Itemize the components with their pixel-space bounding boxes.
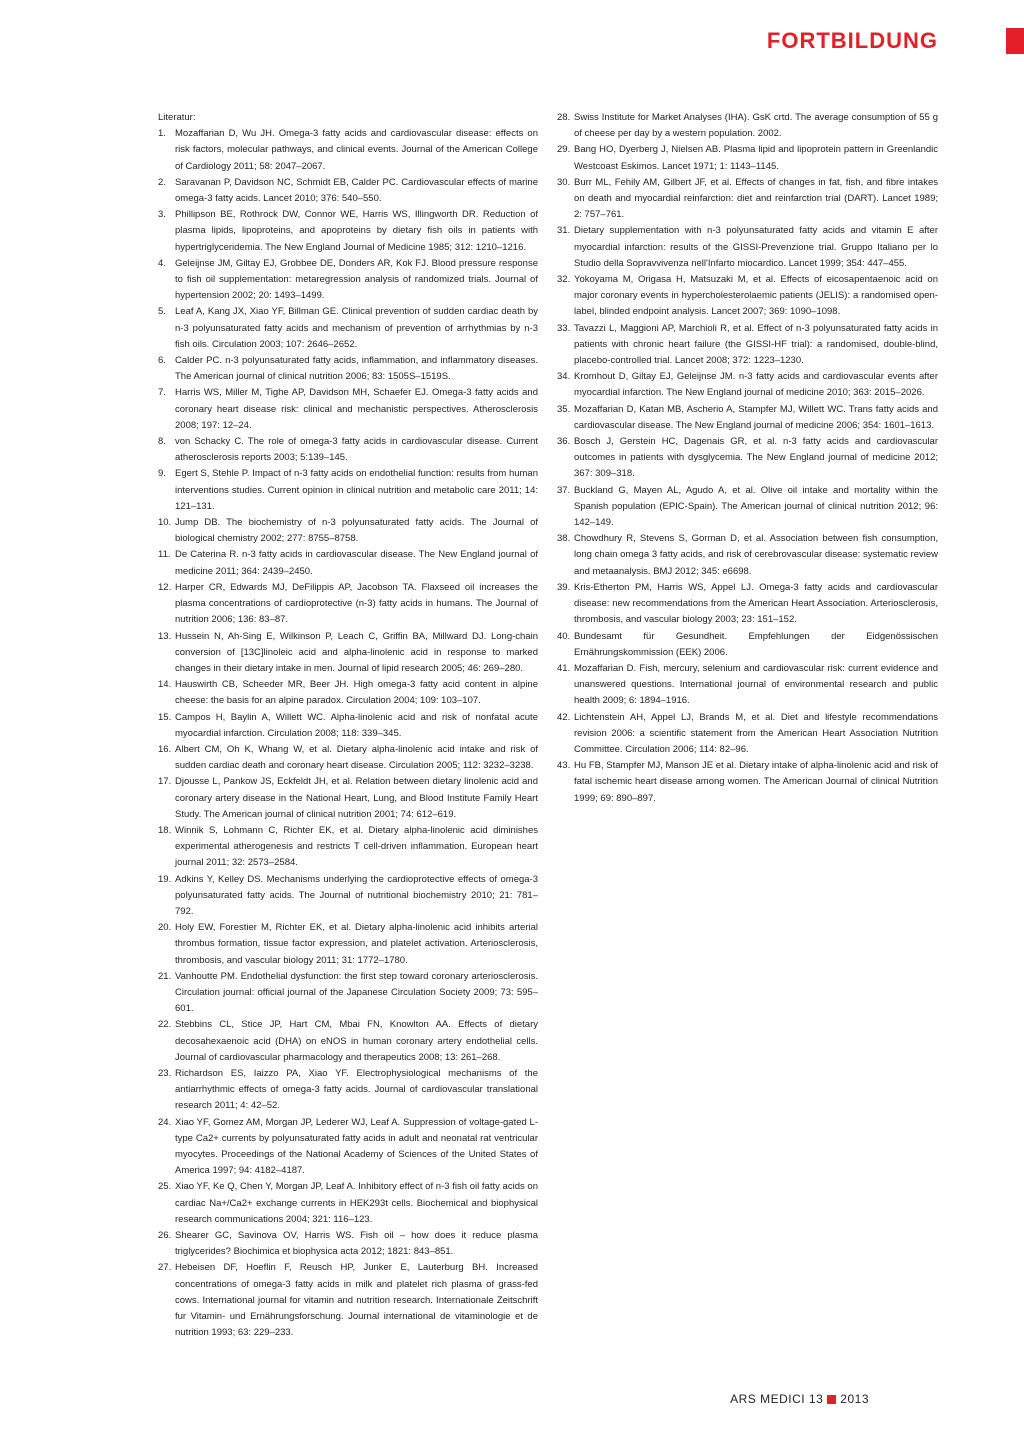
reference-number: 31. (557, 225, 571, 237)
reference-item (158, 1260, 538, 1341)
reference-text: Albert CM, Oh K, Whang W, et al. Dietary alpha-linolenic acid intake and risk of sudden cardiac death and coronary heart disease. Circulation 2005; 112: 3232–3238. (175, 743, 538, 772)
reference-item (557, 580, 938, 629)
reference-text: Bundesamt für Gesundheit. Empfehlungen der Eidgenössischen Ernährungskommission (EEK) 2006. (574, 630, 938, 658)
reference-item (158, 353, 538, 385)
reference-number: 38. (557, 533, 571, 545)
reference-text: De Caterina R. n-3 fatty acids in cardiovascular disease. The New England journal of medicine 2011; 364: 2439–2450. (175, 549, 538, 577)
reference-item (158, 872, 538, 921)
reference-text: Adkins Y, Kelley DS. Mechanisms underlying the cardioprotective effects of omega-3 polyunsaturated fatty acids. The Journal of nutritional biochemistry 2010; 21: 781–792. (175, 873, 538, 917)
reference-text: Tavazzi L, Maggioni AP, Marchioli R, et al. Effect of n-3 polyunsaturated fatty acids in patients with chronic heart failure (the GISSI-HF trial): a randomised, double-blind, placebo-controlled trial. Lancet 2008; 372: 1223–1230. (574, 322, 938, 367)
reference-text: Bosch J, Gerstein HC, Dagenais GR, et al. n-3 fatty acids and cardiovascular outcomes in patients with dysglycemia. The New England journal of medicine 2012; 367: 309–318. (574, 436, 938, 480)
reference-number: 9. (158, 468, 166, 480)
reference-item (158, 207, 538, 256)
reference-item (158, 1066, 538, 1115)
reference-list-left (158, 126, 538, 1341)
reference-text: Hussein N, Ah-Sing E, Wilkinson P, Leach C, Griffin BA, Millward DJ. Long-chain conversion of [13C]linoleic acid and alpha-linolenic acid in response to marked changes in their dietary intake in men. Journal of lipid research 2005; 46: 269–280. (175, 630, 538, 674)
reference-item (158, 434, 538, 466)
reference-text: Lichtenstein AH, Appel LJ, Brands M, et al. Diet and lifestyle recommendations revision 2006: a scientific statement from the American Heart Association Nutrition Committee. Circulation 2006; 114: 82–96. (574, 711, 938, 755)
reference-number: 18. (158, 824, 172, 836)
reference-number: 6. (158, 355, 166, 367)
reference-item (158, 774, 538, 823)
reference-number: 35. (557, 403, 571, 415)
journal-name: ARS MEDICI 13 (730, 1392, 824, 1406)
issue-year: 2013 (840, 1392, 869, 1406)
reference-item (158, 710, 538, 742)
reference-number: 32. (557, 274, 571, 286)
reference-number: 28. (557, 112, 571, 123)
reference-number: 10. (158, 517, 172, 529)
reference-text: Burr ML, Fehily AM, Gilbert JF, et al. Effects of changes in fat, fish, and fibre intakes on death and myocardial reinfarction: diet and reinfarction trial (DART). Lancet 1989; 2: 757–761. (574, 176, 938, 221)
reference-item (158, 920, 538, 969)
reference-text: Djousse L, Pankow JS, Eckfeldt JH, et al. Relation between dietary linolenic acid and coronary artery disease in the National Heart, Lung, and Blood Institute Family Heart Study. The American journal of clinical nutrition 2001; 74: 612–619. (175, 776, 538, 820)
reference-text: Hebeisen DF, Hoeflin F, Reusch HP, Junker E, Lauterburg BH. Increased concentrations of omega-3 fatty acids in milk and platelet rich plasma of grass-fed cows. International journal for vitamin and nutrition research. Internationale Zeitschrift fur Vitamin- und Ernährungsforschung. Journal international de vitaminologie et de nutrition 1993; 63: 229–233. (175, 1262, 538, 1339)
reference-item (158, 515, 538, 547)
references-column-right (557, 110, 938, 807)
reference-text: Winnik S, Lohmann C, Richter EK, et al. Dietary alpha-linolenic acid diminishes experimental atherogenesis and restricts T cell-driven inflammation. European heart journal 2011; 32: 2573–2584. (175, 824, 538, 869)
reference-number: 26. (158, 1230, 172, 1242)
reference-item (158, 175, 538, 207)
reference-number: 13. (158, 630, 172, 642)
reference-text: Holy EW, Forestier M, Richter EK, et al. Dietary alpha-linolenic acid inhibits arterial thrombus formation, tissue factor expression, and platelet activation. Arteriosclerosis, thrombosis, and vascular biology 2011; 31: 1772–1780. (175, 922, 538, 966)
reference-item (557, 710, 938, 759)
page-footer (730, 1392, 869, 1406)
reference-item (557, 223, 938, 272)
reference-text: Xiao YF, Ke Q, Chen Y, Morgan JP, Leaf A. Inhibitory effect of n-3 fish oil fatty acids on cardiac Na+/Ca2+ exchange currents in HEK293t cells. Biochemical and biophysical research communications 2004; 321: 116–123. (175, 1181, 538, 1225)
reference-text: Shearer GC, Savinova OV, Harris WS. Fish oil – how does it reduce plasma triglycerides? Biochimica et biophysica acta 2012; 1821: 843–851. (175, 1230, 538, 1258)
section-marker (1006, 28, 1024, 54)
reference-text: Mozaffarian D, Wu JH. Omega-3 fatty acids and cardiovascular disease: effects on risk factors, molecular pathways, and clinical events. Journal of the American College of Cardiology 2011; 58: 2047–2067. (175, 128, 538, 172)
reference-number: 40. (557, 630, 571, 642)
reference-number: 37. (557, 484, 571, 496)
reference-text: Campos H, Baylin A, Willett WC. Alpha-linolenic acid and risk of nonfatal acute myocardial infarction. Circulation 2008; 118: 339–345. (175, 711, 538, 739)
reference-item (158, 1228, 538, 1260)
reference-item (158, 256, 538, 305)
reference-text: Jump DB. The biochemistry of n-3 polyunsaturated fatty acids. The Journal of biological chemistry 2002; 277: 8755–8758. (175, 517, 538, 545)
reference-text: Xiao YF, Gomez AM, Morgan JP, Lederer WJ, Leaf A. Suppression of voltage-gated L-type Ca2+ currents by polyunsaturated fatty acids in adult and neonatal rat ventricular myocytes. Proceedings of the National Academy of Sciences of the United States of America 1997; 94: 4182–4187. (175, 1116, 538, 1177)
reference-text: Vanhoutte PM. Endothelial dysfunction: the first step toward coronary arteriosclerosis. Circulation journal: official journal of the Japanese Circulation Society 2009; 73: 595–601. (175, 970, 538, 1015)
reference-item (557, 629, 938, 661)
reference-item (158, 677, 538, 709)
reference-item (557, 110, 938, 142)
reference-number: 8. (158, 436, 166, 448)
reference-number: 21. (158, 970, 172, 982)
reference-item (158, 1179, 538, 1228)
reference-text: Calder PC. n-3 polyunsaturated fatty acids, inflammation, and inflammatory diseases. The American journal of clinical nutrition 2006; 83: 1505S–1519S. (175, 355, 538, 383)
reference-number: 20. (158, 922, 172, 934)
reference-number: 42. (557, 711, 571, 723)
reference-text: Kromhout D, Giltay EJ, Geleijnse JM. n-3 fatty acids and cardiovascular events after myocardial infarction. The New England journal of medicine 2010; 363: 2015–2026. (574, 371, 938, 399)
references-column-left (158, 110, 538, 1341)
reference-number: 7. (158, 387, 166, 399)
reference-item (557, 402, 938, 434)
reference-item (158, 304, 538, 353)
reference-number: 3. (158, 209, 166, 221)
reference-number: 17. (158, 776, 172, 788)
reference-number: 19. (158, 873, 172, 885)
reference-item (158, 126, 538, 175)
reference-item (557, 321, 938, 370)
section-title: FORTBILDUNG (766, 28, 938, 53)
reference-number: 11. (158, 549, 171, 561)
literature-heading: Literatur: (158, 112, 196, 123)
reference-text: Buckland G, Mayen AL, Agudo A, et al. Olive oil intake and mortality within the Spanish population (EPIC-Spain). The American journal of clinical nutrition 2012; 96: 142–149. (574, 484, 938, 529)
reference-text: Phillipson BE, Rothrock DW, Connor WE, Harris WS, Illingworth DR. Reduction of plasma lipids, lipoproteins, and apoproteins by dietary fish oils in patients with hypertriglyceridemia. The New England Journal of Medicine 1985; 312: 1210–1216. (175, 209, 538, 253)
reference-number: 29. (557, 144, 571, 156)
reference-item (557, 531, 938, 580)
reference-text: Harper CR, Edwards MJ, DeFilippis AP, Jacobson TA. Flaxseed oil increases the plasma concentrations of cardioprotective (n-3) fatty acids in humans. The Journal of nutrition 2006; 136: 83–87. (175, 581, 538, 626)
reference-text: Leaf A, Kang JX, Xiao YF, Billman GE. Clinical prevention of sudden cardiac death by n-3 polyunsaturated fatty acids and mechanism of prevention of arrhythmias by n-3 fish oils. Circulation 2003; 107: 2646–2652. (175, 306, 538, 350)
reference-text: Hu FB, Stampfer MJ, Manson JE et al. Dietary intake of alpha-linolenic acid and risk of fatal ischemic heart disease among women. The American Journal of clinical Nutrition 1999; 69: 890–897. (574, 760, 938, 804)
reference-number: 36. (557, 436, 571, 448)
reference-text: Swiss Institute for Market Analyses (IHA). GsK crtd. The average consumption of 55 g of cheese per day by a western population. 2002. (574, 112, 938, 140)
reference-text: Kris-Etherton PM, Harris WS, Appel LJ. Omega-3 fatty acids and cardiovascular disease: new recommendations from the American Heart Association. Arteriosclerosis, thrombosis, and vascular biology 2003; 23: 151–152. (574, 581, 938, 626)
reference-text: von Schacky C. The role of omega-3 fatty acids in cardiovascular disease. Current atherosclerosis reports 2003; 5:139–145. (175, 436, 538, 464)
reference-number: 15. (158, 711, 172, 723)
reference-item (557, 142, 938, 174)
reference-text: Harris WS, Miller M, Tighe AP, Davidson MH, Schaefer EJ. Omega-3 fatty acids and coronary heart disease risk: clinical and mechanistic perspectives. Atherosclerosis 2008; 197: 12–24. (175, 387, 538, 431)
reference-number: 43. (557, 760, 571, 772)
reference-item (158, 1017, 538, 1066)
reference-item (557, 272, 938, 321)
reference-text: Dietary supplementation with n-3 polyunsaturated fatty acids and vitamin E after myocardial infarction: results of the GISSI-Prevenzione trial. Gruppo Italiano per lo Studio della Sopravvivenza nell'Infarto miocardico. Lancet 1999; 354: 447–455. (574, 225, 938, 269)
reference-item (557, 758, 938, 807)
reference-item (158, 385, 538, 434)
reference-item (158, 742, 538, 774)
separator-square (827, 1395, 836, 1404)
reference-text: Hauswirth CB, Scheeder MR, Beer JH. High omega-3 fatty acid content in alpine cheese: the basis for an alpine paradox. Circulation 2004; 109: 103–107. (175, 679, 538, 707)
reference-item (158, 1115, 538, 1180)
reference-number: 25. (158, 1181, 172, 1193)
reference-text: Chowdhury R, Stevens S, Gorman D, et al. Association between fish consumption, long chain omega 3 fatty acids, and risk of cerebrovascular disease: systematic review and metaanalysis. BMJ 2012; 345: e6698. (574, 533, 938, 577)
reference-item (158, 466, 538, 515)
reference-number: 22. (158, 1019, 172, 1031)
reference-text: Richardson ES, Iaizzo PA, Xiao YF. Electrophysiological mechanisms of the antiarrhythmic effects of omega-3 fatty acids. Journal of cardiovascular translational research 2011; 4: 42–52. (175, 1067, 538, 1112)
reference-number: 2. (158, 176, 166, 188)
reference-number: 24. (158, 1116, 172, 1128)
reference-text: Egert S, Stehle P. Impact of n-3 fatty acids on endothelial function: results from human interventions studies. Current opinion in clinical nutrition and metabolic care 2011; 14: 121–131. (175, 468, 538, 512)
reference-text: Mozaffarian D, Katan MB, Ascherio A, Stampfer MJ, Willett WC. Trans fatty acids and cardiovascular disease. The New England journal of medicine 2006; 354: 1601–1613. (574, 403, 938, 431)
reference-item (557, 483, 938, 532)
reference-item (158, 823, 538, 872)
reference-number: 34. (557, 371, 571, 383)
reference-number: 16. (158, 743, 172, 755)
reference-item (557, 661, 938, 710)
reference-number: 39. (557, 581, 571, 593)
reference-item (158, 580, 538, 629)
reference-item (158, 969, 538, 1018)
reference-number: 23. (158, 1067, 172, 1079)
reference-number: 4. (158, 257, 166, 269)
reference-number: 41. (557, 662, 571, 674)
reference-text: Bang HO, Dyerberg J, Nielsen AB. Plasma lipid and lipoprotein pattern in Greenlandic Westcoast Eskimos. Lancet 1971; 1: 1143–1145. (574, 144, 938, 172)
reference-text: Yokoyama M, Origasa H, Matsuzaki M, et al. Effects of eicosapentaenoic acid on major coronary events in hypercholesterolaemic patients (JELIS): a randomised open-label, blinded endpoint analysis. Lancet 2007; 369: 1090–1098. (574, 274, 938, 318)
reference-text: Geleijnse JM, Giltay EJ, Grobbee DE, Donders AR, Kok FJ. Blood pressure response to fish oil supplementation: metaregression analysis of randomized trials. Journal of hypertension 2002; 20: 1493–1499. (175, 257, 538, 302)
reference-text: Mozaffarian D. Fish, mercury, selenium and cardiovascular risk: current evidence and unanswered questions. International journal of environmental research and public health 2009; 6: 1894–1916. (574, 662, 938, 707)
reference-text: Stebbins CL, Stice JP, Hart CM, Mbai FN, Knowlton AA. Effects of dietary decosahexaenoic acid (DHA) on eNOS in human coronary artery endothelial cells. Journal of cardiovascular pharmacology and therapeutics 2008; 13: 261–268. (175, 1019, 538, 1063)
reference-item (158, 547, 538, 579)
reference-number: 33. (557, 322, 571, 334)
reference-number: 12. (158, 581, 172, 593)
reference-number: 14. (158, 679, 172, 691)
reference-item (557, 175, 938, 224)
reference-number: 27. (158, 1262, 172, 1274)
reference-item (557, 434, 938, 483)
reference-list-right (557, 110, 938, 807)
reference-item (557, 369, 938, 401)
reference-text: Saravanan P, Davidson NC, Schmidt EB, Calder PC. Cardiovascular effects of marine omega-3 fatty acids. Lancet 2010; 376: 540–550. (175, 176, 538, 205)
reference-number: 1. (158, 128, 166, 140)
reference-number: 5. (158, 306, 166, 318)
reference-item (158, 629, 538, 678)
reference-number: 30. (557, 176, 571, 188)
